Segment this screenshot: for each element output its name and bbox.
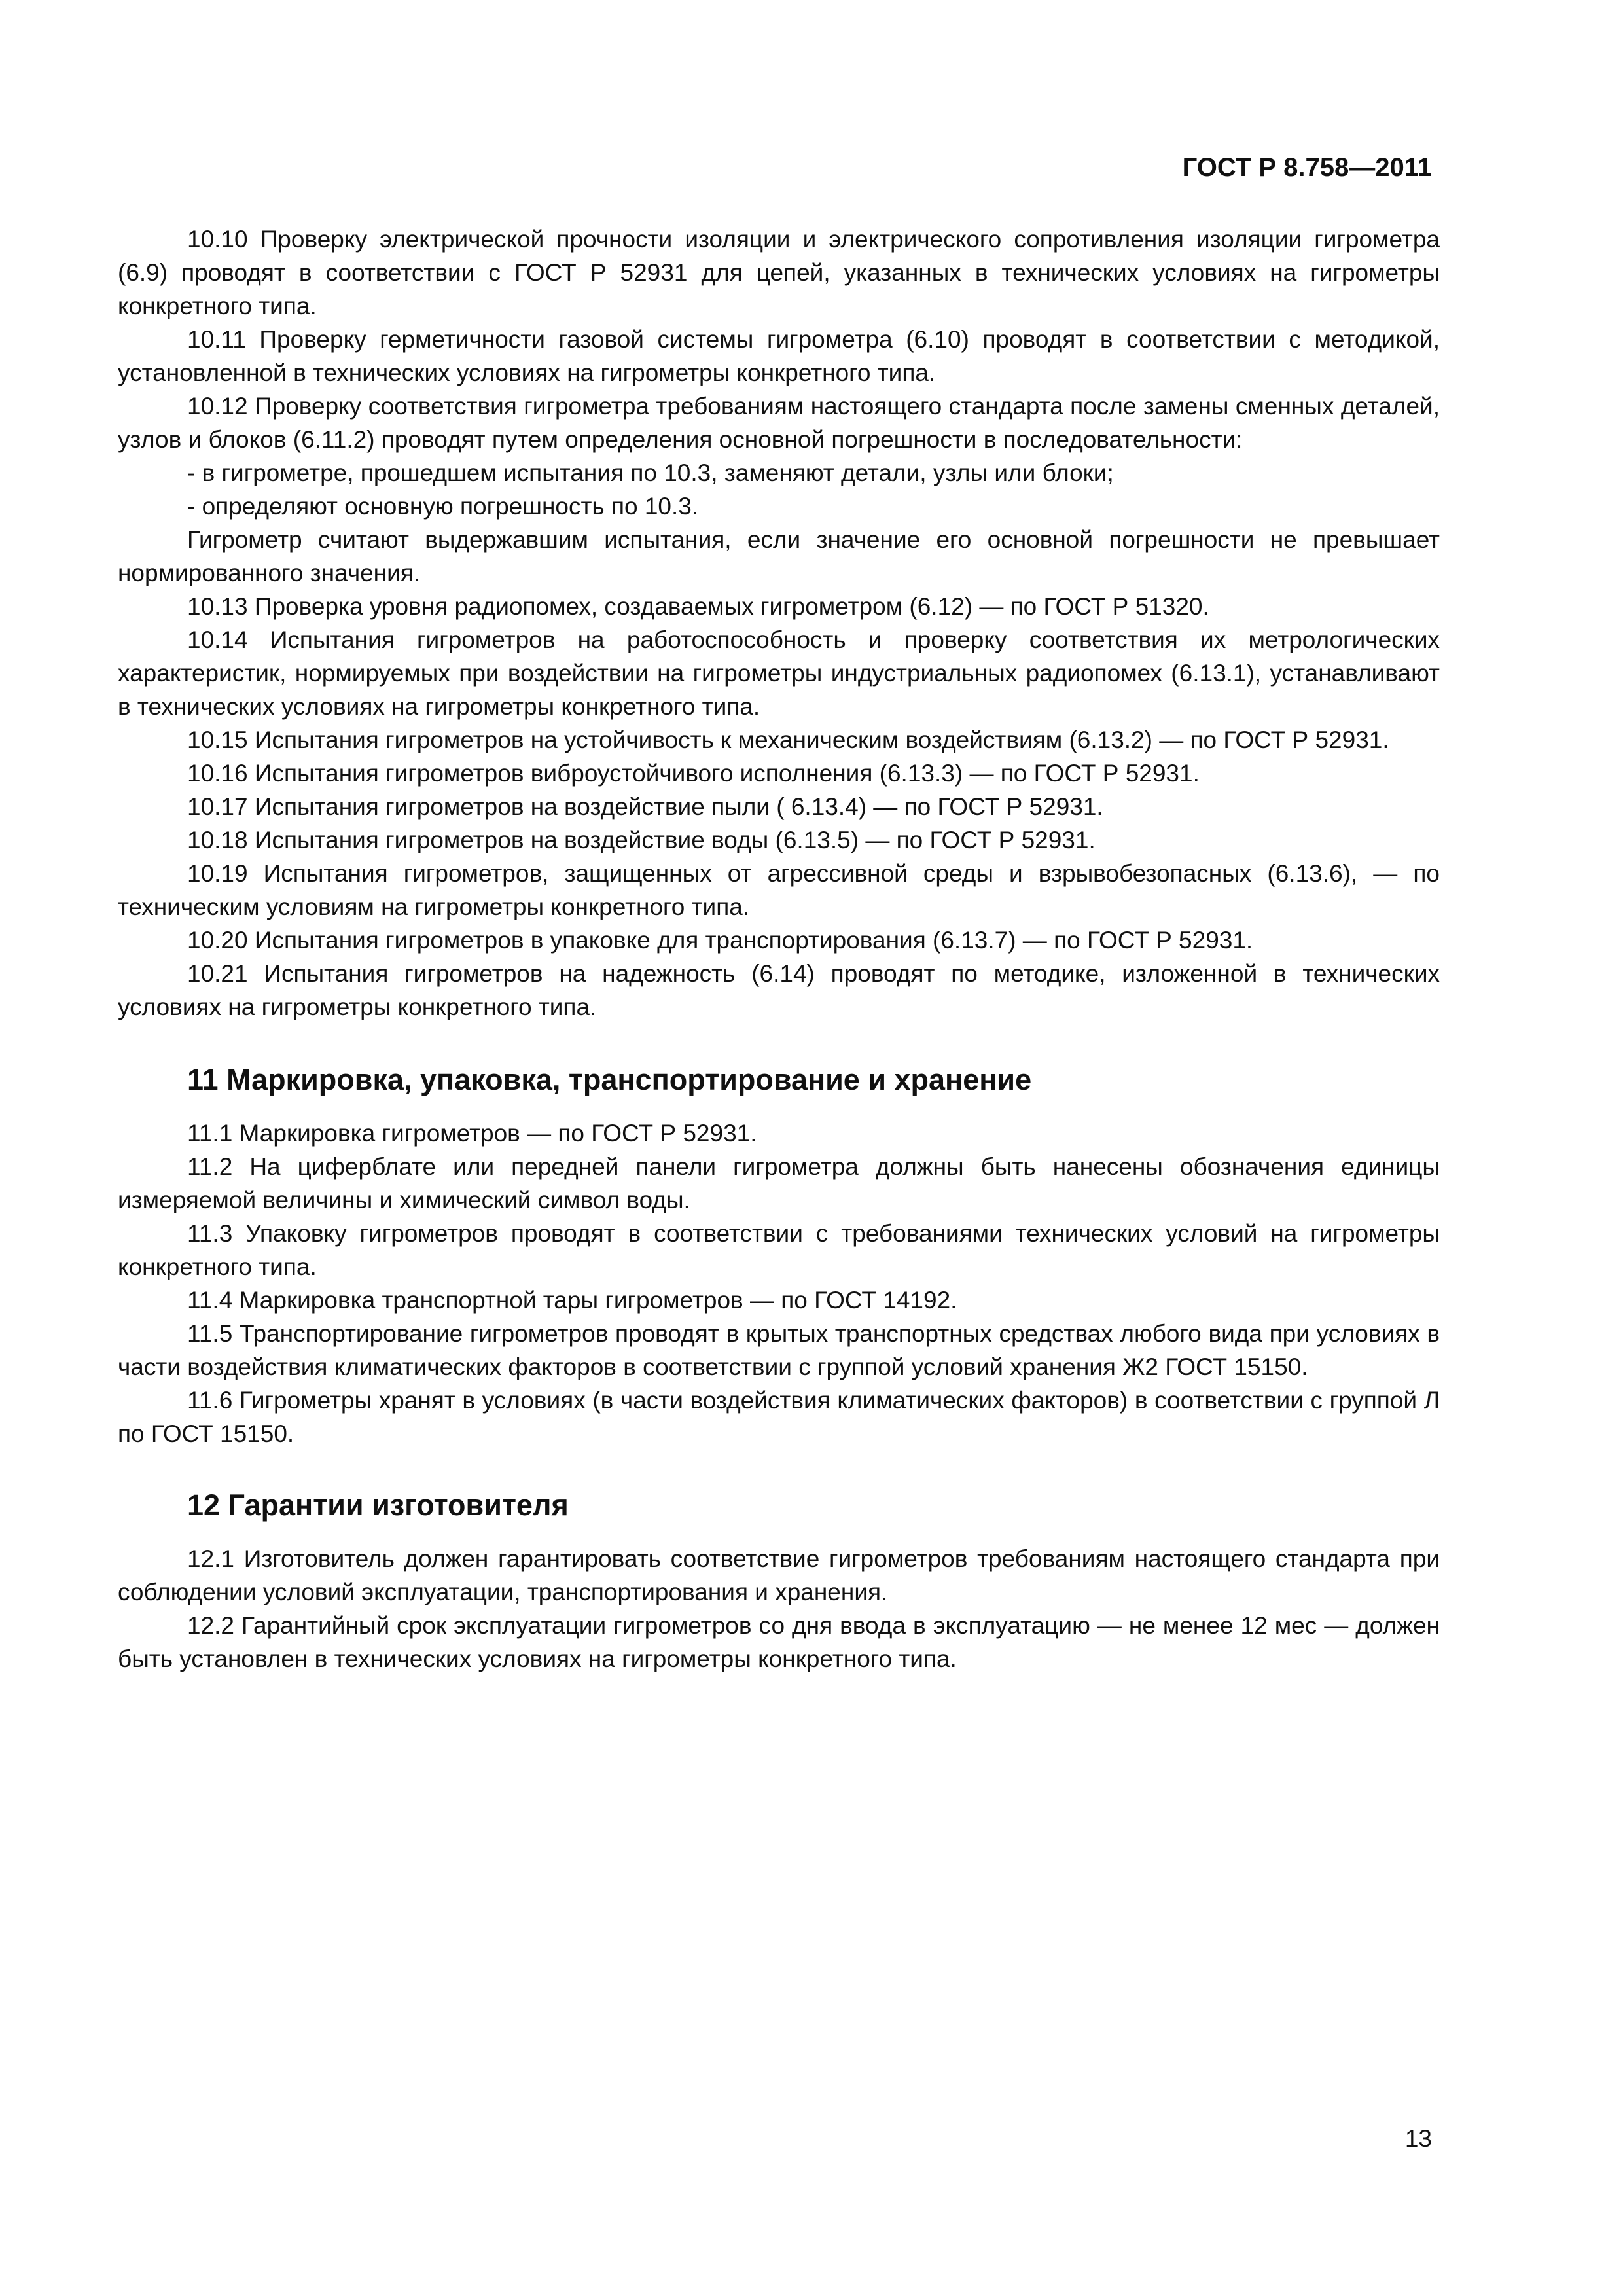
document-body bbox=[118, 223, 1440, 1676]
paragraph-10-16: 10.16 Испытания гигрометров виброустойчивого исполнения (6.13.3) — по ГОСТ Р 52931. bbox=[187, 760, 1200, 787]
section-12-heading: 12 Гарантии изготовителя bbox=[187, 1488, 569, 1522]
paragraph-10-12-conclusion: Гигрометр считают выдержавшим испытания, если значение его основной погрешности не превышает нормированного значения. bbox=[118, 526, 1440, 586]
paragraph-10-11: 10.11 Проверку герметичности газовой системы гигрометра (6.10) проводят в соответствии с методикой, установленной в технических условиях на гигрометры конкретного типа. bbox=[118, 326, 1440, 386]
section-11-heading: 11 Маркировка, упаковка, транспортирование и хранение bbox=[187, 1063, 1032, 1096]
paragraph-10-12: 10.12 Проверку соответствия гигрометра требованиям настоящего стандарта после замены сменных деталей, узлов и блоков (6.11.2) проводят путем определения основной погрешности в последовательности: bbox=[118, 393, 1440, 453]
list-item: - определяют основную погрешность по 10.3. bbox=[187, 493, 699, 520]
paragraph-11-1: 11.1 Маркировка гигрометров — по ГОСТ Р 52931. bbox=[187, 1120, 757, 1147]
paragraph-12-1: 12.1 Изготовитель должен гарантировать соответствие гигрометров требованиям настоящего стандарта при соблюдении условий эксплуатации, транспортирования и хранения. bbox=[118, 1545, 1440, 1605]
paragraph-11-2: 11.2 На циферблате или передней панели гигрометра должны быть нанесены обозначения единицы измеряемой величины и химический символ воды. bbox=[118, 1153, 1440, 1213]
paragraph-10-21: 10.21 Испытания гигрометров на надежность (6.14) проводят по методике, изложенной в технических условиях на гигрометры конкретного типа. bbox=[118, 960, 1440, 1020]
paragraph-10-13: 10.13 Проверка уровня радиопомех, создаваемых гигрометром (6.12) — по ГОСТ Р 51320. bbox=[187, 593, 1209, 620]
paragraph-10-18: 10.18 Испытания гигрометров на воздействие воды (6.13.5) — по ГОСТ Р 52931. bbox=[187, 827, 1096, 853]
paragraph-11-4: 11.4 Маркировка транспортной тары гигрометров — по ГОСТ 14192. bbox=[187, 1287, 957, 1314]
paragraph-12-2: 12.2 Гарантийный срок эксплуатации гигрометров со дня ввода в эксплуатацию — не менее 12 мес — должен быть установлен в технических условиях на гигрометры конкретного типа. bbox=[118, 1612, 1440, 1672]
paragraph-10-17: 10.17 Испытания гигрометров на воздействие пыли ( 6.13.4) — по ГОСТ Р 52931. bbox=[187, 793, 1103, 820]
paragraph-10-19: 10.19 Испытания гигрометров, защищенных от агрессивной среды и взрывобезопасных (6.13.6), — по техническим условиям на гигрометры конкретного типа. bbox=[118, 860, 1440, 920]
paragraph-11-6: 11.6 Гигрометры хранят в условиях (в части воздействия климатических факторов) в соответствии с группой Л по ГОСТ 15150. bbox=[118, 1387, 1440, 1447]
document-code-header: ГОСТ Р 8.758—2011 bbox=[1182, 153, 1432, 182]
list-item: - в гигрометре, прошедшем испытания по 10.3, заменяют детали, узлы или блоки; bbox=[187, 459, 1114, 486]
paragraph-10-15: 10.15 Испытания гигрометров на устойчивость к механическим воздействиям (6.13.2) — по ГОСТ Р 52931. bbox=[187, 726, 1389, 753]
page-number: 13 bbox=[1404, 2125, 1432, 2152]
paragraph-11-5: 11.5 Транспортирование гигрометров проводят в крытых транспортных средствах любого вида при условиях в части воздействия климатических факторов в соответствии с группой условий хранения Ж2 ГОСТ 15150. bbox=[118, 1320, 1440, 1380]
paragraph-10-20: 10.20 Испытания гигрометров в упаковке для транспортирования (6.13.7) — по ГОСТ Р 52931. bbox=[187, 927, 1253, 954]
paragraph-10-14: 10.14 Испытания гигрометров на работоспособность и проверку соответствия их метрологических характеристик, нормируемых при воздействии на гигрометры индустриальных радиопомех (6.13.1), устанавливают в технических условиях на гигрометры конкретного типа. bbox=[118, 626, 1440, 720]
paragraph-11-3: 11.3 Упаковку гигрометров проводят в соответствии с требованиями технических условий на гигрометры конкретного типа. bbox=[118, 1220, 1440, 1280]
paragraph-10-10: 10.10 Проверку электрической прочности изоляции и электрического сопротивления изоляции гигрометра (6.9) проводят в соответствии с ГОСТ Р 52931 для цепей, указанных в технических условиях на гигрометры конкретного типа. bbox=[118, 226, 1440, 319]
